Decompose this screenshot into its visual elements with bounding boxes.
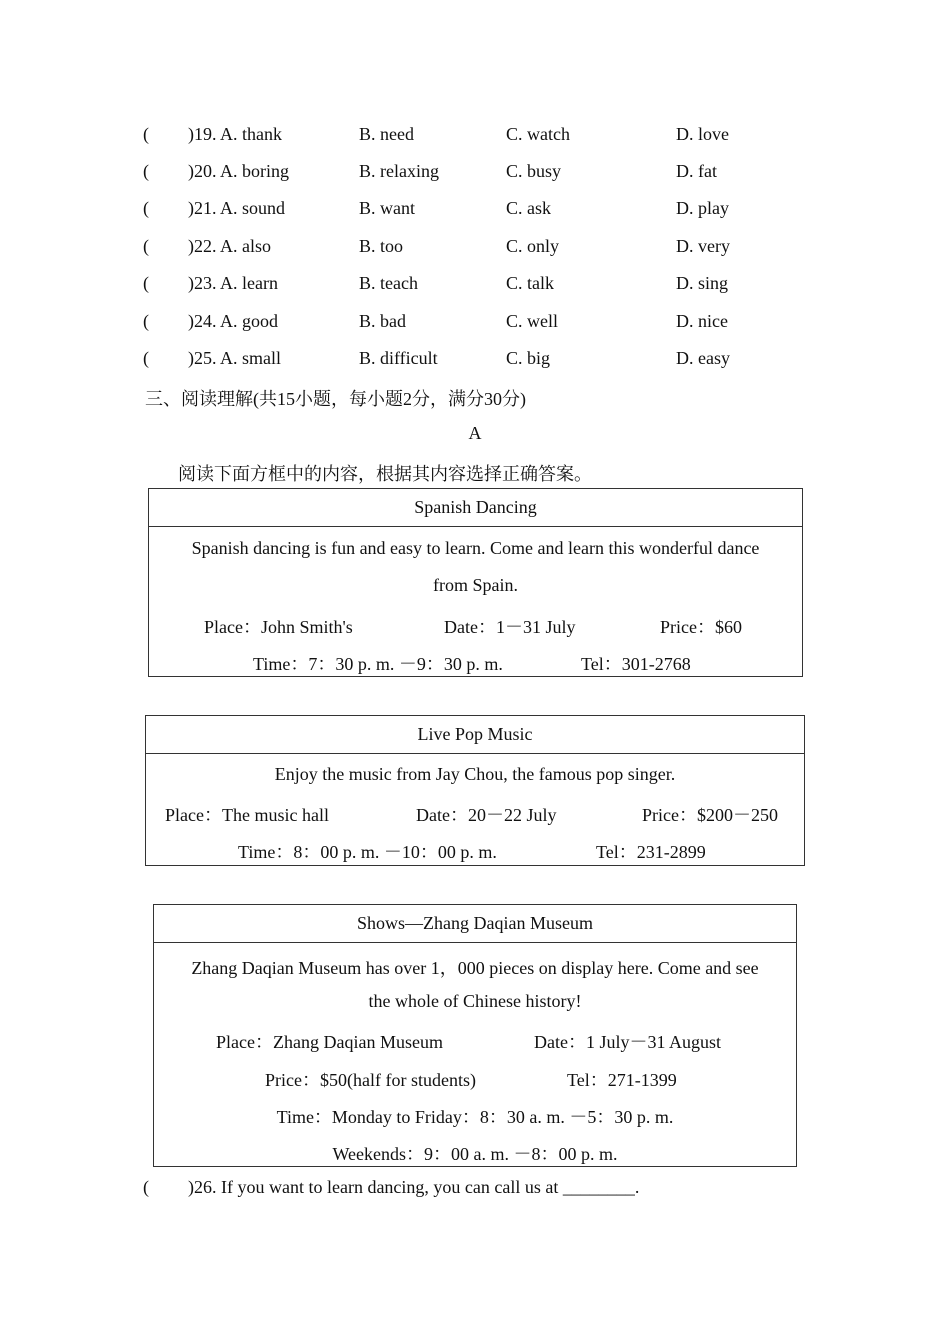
option-a: )24. A. good [188,311,278,331]
question-row-23 [0,273,950,299]
ad-place: Place：The music hall [165,805,329,825]
option-c: C. only [506,236,560,256]
question-text: )26. If you want to learn dancing, you can call us at ________. [188,1177,640,1197]
answer-paren[interactable]: ( [143,124,149,144]
option-a: )22. A. also [188,236,271,256]
question-row-25 [0,348,950,374]
ad-date: Date：1 July－31 August [534,1032,721,1052]
answer-paren[interactable]: ( [143,198,149,218]
option-c: C. ask [506,198,551,218]
ad-price: Price：$200－250 [642,805,778,825]
ad-price: Price：$60 [660,617,742,637]
question-row-20 [0,161,950,187]
option-d: D. very [676,236,730,256]
option-b: B. want [359,198,415,218]
question-row-21 [0,198,950,224]
option-d: D. easy [676,348,730,368]
answer-paren[interactable]: ( [143,311,149,331]
option-b: B. teach [359,273,418,293]
ad-box-title: Live Pop Music [146,716,804,754]
option-c: C. talk [506,273,554,293]
option-c: C. big [506,348,551,368]
option-b: B. difficult [359,348,438,368]
option-d: D. fat [676,161,717,181]
answer-paren[interactable]: ( [143,1177,149,1197]
option-b: B. need [359,124,414,144]
option-c: C. well [506,311,558,331]
ad-price: Price：$50(half for students) [265,1070,476,1090]
question-row-26 [0,1177,950,1203]
ad-place: Place：John Smith's [204,617,353,637]
option-a: )20. A. boring [188,161,289,181]
option-c: C. watch [506,124,570,144]
ad-date: Date：1－31 July [444,617,576,637]
option-a: )19. A. thank [188,124,282,144]
option-d: D. play [676,198,729,218]
ad-tel: Tel：271-1399 [567,1070,677,1090]
ad-box-title: Shows—Zhang Daqian Museum [154,905,796,943]
ad-box-museum-shows [153,904,797,1167]
ad-box-live-pop-music [145,715,805,866]
ad-time: Time：7：30 p. m. －9：30 p. m. [253,654,503,674]
ad-box-title: Spanish Dancing [149,489,802,527]
option-b: B. bad [359,311,406,331]
question-row-22 [0,236,950,262]
ad-date: Date：20－22 July [416,805,557,825]
ad-tel: Tel：231-2899 [596,842,706,862]
ad-description: Spanish dancing is fun and easy to learn. Come and learn this wonderful dance [191,538,760,558]
option-d: D. sing [676,273,729,293]
question-row-24 [0,311,950,337]
answer-paren[interactable]: ( [143,161,149,181]
section-heading: 三、阅读理解(共15小题，每小题2分，满分30分) [145,389,526,409]
ad-description-cont: from Spain. [433,575,518,595]
option-a: )21. A. sound [188,198,286,218]
ad-box-spanish-dancing [148,488,803,677]
option-a: )23. A. learn [188,273,278,293]
ad-description-cont: the whole of Chinese history! [368,991,582,1011]
ad-place: Place：Zhang Daqian Museum [216,1032,443,1052]
option-b: B. relaxing [359,161,439,181]
ad-time: Time：8：00 p. m. －10：00 p. m. [238,842,497,862]
ad-time: Time：Monday to Friday：8：30 a. m. －5：30 p. m. [276,1107,674,1127]
option-b: B. too [359,236,404,256]
option-d: D. nice [676,311,728,331]
option-d: D. love [676,124,729,144]
answer-paren[interactable]: ( [143,348,149,368]
instruction: 阅读下面方框中的内容，根据其内容选择正确答案。 [178,464,592,484]
answer-paren[interactable]: ( [143,273,149,293]
option-c: C. busy [506,161,562,181]
option-a: )25. A. small [188,348,281,368]
question-row-19 [0,124,950,150]
part-label: A [468,423,482,443]
ad-description: Zhang Daqian Museum has over 1，000 pieces on display here. Come and see [191,958,759,978]
ad-weekend-time: Weekends：9：00 a. m. －8：00 p. m. [332,1144,618,1164]
answer-paren[interactable]: ( [143,236,149,256]
ad-tel: Tel：301-2768 [581,654,691,674]
ad-description: Enjoy the music from Jay Chou, the famous pop singer. [274,764,676,784]
